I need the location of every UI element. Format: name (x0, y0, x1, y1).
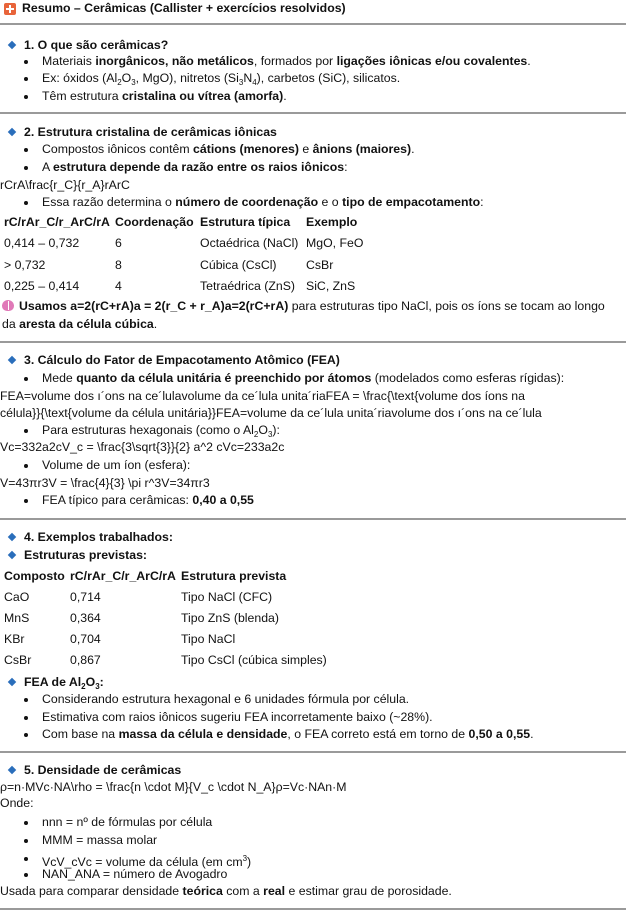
table-cell: Tipo NaCl (181, 632, 236, 646)
table-cell: Tipo NaCl (CFC) (181, 590, 273, 604)
section-4-heading: 4. Exemplos trabalhados: (0, 530, 173, 545)
table-cell: 0,714 (70, 590, 101, 604)
table-cell: > 0,732 (4, 258, 46, 272)
note: da aresta da célula cúbica. (2, 317, 158, 331)
section-2-heading: 2. Estrutura cristalina de cerâmicas iônicas (0, 125, 277, 140)
table-cell: Tipo CsCl (cúbica simples) (181, 653, 327, 667)
table-cell: MnS (4, 611, 30, 625)
table-cell: KBr (4, 632, 25, 646)
table-cell: Tipo ZnS (blenda) (181, 611, 279, 625)
subheading: Estruturas previstas: (0, 548, 147, 563)
list-item: Para estruturas hexagonais (como o $Al_2O_3$): (20, 423, 280, 442)
table-cell: Octaédrica (NaCl) (200, 236, 299, 250)
list-item: NAN_ANA = número de Avogadro (20, 867, 227, 882)
table-cell: 0,364 (70, 611, 101, 625)
list-item: Volume de um íon (esfera): (20, 458, 190, 473)
table-cell: Cúbica (CsCl) (200, 258, 277, 272)
formula: rCrA\frac{r_C}{r_A}rArC (0, 178, 130, 192)
list-item: Compostos iônicos contêm cátions (menores) e ânions (maiores). (20, 142, 414, 157)
list-item: Essa razão determina o número de coordenação e o tipo de empacotamento: (20, 195, 484, 210)
note: Usamos a=2(rC+rA)a = 2(r_C + r_A)a=2(rC+rA) para estruturas tipo NaCl, pois os íons se tocam ao longo (2, 299, 605, 314)
table-header: Estrutura prevista (181, 569, 287, 583)
table-cell: 0,867 (70, 653, 101, 667)
subheading: FEA de $Al_2O_3$: (0, 675, 104, 694)
list-item: MMM = massa molar (20, 833, 157, 848)
table-header: Composto (4, 569, 65, 583)
diamond-bullet-icon (8, 766, 16, 774)
list-item: Com base na massa da célula e densidade, o FEA correto está em torno de 0,50 a 0,55. (20, 727, 534, 742)
table-header: Estrutura típica (200, 215, 291, 229)
table-cell: 0,414 – 0,732 (4, 236, 80, 250)
divider (0, 341, 626, 343)
diamond-bullet-icon (8, 128, 16, 136)
table-cell: 6 (115, 236, 122, 250)
diamond-bullet-icon (8, 551, 16, 559)
diamond-bullet-icon (8, 678, 16, 686)
section-5-heading: 5. Densidade de cerâmicas (0, 763, 181, 778)
list-item: nnn = nº de fórmulas por célula (20, 815, 212, 830)
table-cell: 8 (115, 258, 122, 272)
formula: Vc=332a2cV_c = \frac{3\sqrt{3}}{2} a^2 cVc=233a2c (0, 440, 285, 454)
label: Onde: (0, 796, 34, 810)
document-icon (4, 3, 16, 15)
list-item: FEA típico para cerâmicas: 0,40 a 0,55 (20, 493, 254, 508)
formula: célula}}{\text{volume da célula unitária}}FEA=volume da ce´lula unita´riavolume dos ı´ons na ce´lula (0, 406, 542, 420)
list-item: Ex: óxidos ($Al_2O_3$, MgO), nitretos $(Si_3N_4)$, carbetos (SiC), silicatos. (20, 71, 400, 90)
table-cell: Tetraédrica (ZnS) (200, 279, 295, 293)
table-cell: CsBr (4, 653, 32, 667)
brain-icon (2, 300, 14, 311)
page-title: Resumo – Cerâmicas (Callister + exercícios resolvidos) (0, 1, 346, 16)
divider (0, 751, 626, 753)
formula: ρ=n·MVc·NA\rho = \frac{n \cdot M}{V_c \cdot N_A}ρ=Vc·NAn·M (0, 780, 347, 794)
divider (0, 23, 626, 25)
divider (0, 112, 626, 114)
list-item: Têm estrutura cristalina ou vítrea (amorfa). (20, 89, 287, 104)
formula: V=43πr3V = \frac{4}{3} \pi r^3V=34πr3 (0, 476, 210, 490)
section-1-heading: 1. O que são cerâmicas? (0, 38, 168, 53)
list-item: Considerando estrutura hexagonal e 6 unidades fórmula por célula. (20, 692, 409, 707)
table-cell: MgO, FeO (306, 236, 364, 250)
diamond-bullet-icon (8, 533, 16, 541)
table-header: rC/rAr_C/r_ArC/rA (70, 569, 176, 583)
table-cell: 4 (115, 279, 122, 293)
list-item: Mede quanto da célula unitária é preenchido por átomos (modelados como esferas rígidas): (20, 371, 564, 386)
list-item: VcV_cVc = volume da célula (em $cm^3$) (20, 851, 251, 870)
divider (0, 908, 626, 910)
section-3-heading: 3. Cálculo do Fator de Empacotamento Atômico (FEA) (0, 353, 340, 368)
table-header: Exemplo (306, 215, 358, 229)
diamond-bullet-icon (8, 356, 16, 364)
table-cell: 0,704 (70, 632, 101, 646)
table-cell: SiC, ZnS (306, 279, 356, 293)
list-item: Materiais inorgânicos, não metálicos, formados por ligações iônicas e/ou covalentes. (20, 54, 531, 69)
list-item: Estimativa com raios iônicos sugeriu FEA incorretamente baixo (~28%). (20, 710, 433, 725)
divider (0, 518, 626, 520)
table-cell: 0,225 – 0,414 (4, 279, 80, 293)
table-cell: CsBr (306, 258, 334, 272)
formula: FEA=volume dos ı´ons na ce´lulavolume da ce´lula unita´riaFEA = \frac{\text{volume dos íons na (0, 389, 525, 403)
diamond-bullet-icon (8, 41, 16, 49)
paragraph: Usada para comparar densidade teórica com a real e estimar grau de porosidade. (0, 884, 452, 898)
table-header: rC/rAr_C/r_ArC/rA (4, 215, 110, 229)
table-cell: CaO (4, 590, 30, 604)
list-item: A estrutura depende da razão entre os raios iônicos: (20, 160, 347, 175)
table-header: Coordenação (115, 215, 194, 229)
